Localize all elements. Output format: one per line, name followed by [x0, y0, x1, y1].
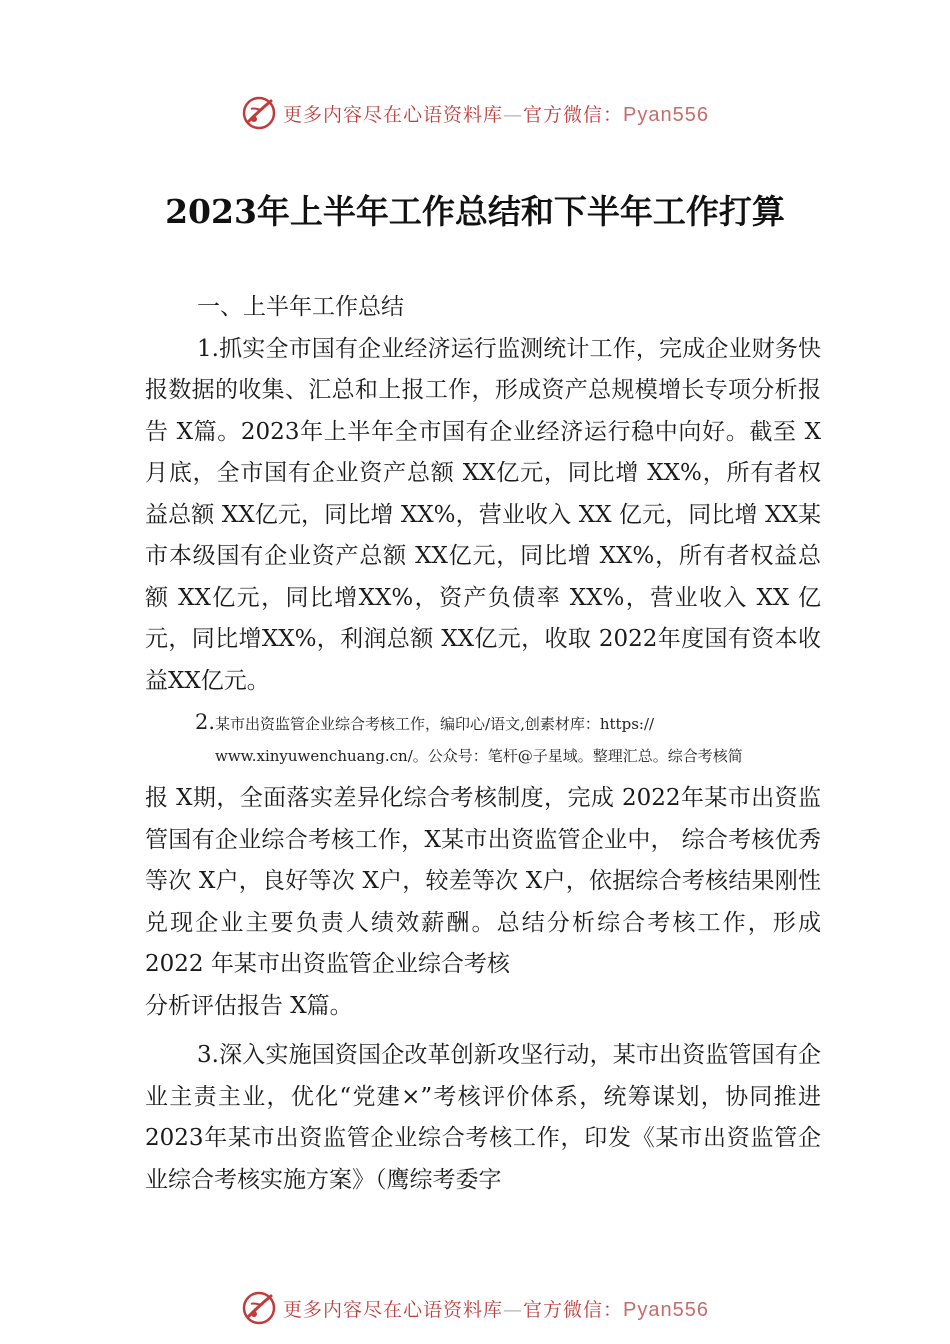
brush-logo-icon [241, 1290, 277, 1326]
paragraph-2-note-line-1: 某市出资监管企业综合考核工作，编印心/语文,创素材库：https:// [215, 715, 655, 733]
footer-banner [0, 1288, 950, 1328]
banner-text: 更多内容尽在心语资料库—官方微信：Pyan556 [283, 1298, 709, 1321]
brush-logo-icon [241, 95, 277, 131]
document-title: 2023年上半年工作总结和下半年工作打算 [165, 192, 785, 231]
header-banner [0, 93, 950, 133]
paragraph-2-number: 2. [195, 710, 216, 734]
paragraph-2-body: 报 X期，全面落实差异化综合考核制度，完成 2022年某市出资监管国有企业综合考核工作，X某市出资监管企业中， 综合考核优秀等次 X户，良好等次 X户，较差等次 X户，依据综合考核结果刚性兑现企业主要负责人绩效薪酬。总结分析综合考核工作，形成 2022 年某市出资监管企业综合考核 [145, 785, 821, 977]
paragraph-2-note [145, 706, 821, 772]
paragraph-1: 1.抓实全市国有企业经济运行监测统计工作，完成企业财务快报数据的收集、汇总和上报工作，形成资产总规模增长专项分析报告 X篇。2023年上半年全市国有企业经济运行稳中向好。截至 X月底，全市国有企业资产总额 XX亿元，同比增 XX%，所有者权益总额 XX亿元，同比增 XX%，营业收入 XX 亿元，同比增 XX某市本级国有企业资产总额 XX亿元，同比增 XX%，所有者权益总额 XX亿元，同比增XX%，资产负债率 XX%，营业收入 XX 亿元，同比增XX%，利润总额 XX亿元，收取 2022年度国有资本收益XX亿元。 [145, 335, 821, 694]
banner-text: 更多内容尽在心语资料库—官方微信：Pyan556 [283, 103, 709, 126]
section-heading: 一、上半年工作总结 [197, 294, 404, 320]
paragraph-2-note-line-2: www.xinyuwenchuang.cn/。公众号：笔杆@子星域。整理汇总。综合考核简 [215, 747, 743, 765]
document-body [145, 287, 821, 1201]
paragraph-3: 3.深入实施国资国企改革创新攻坚行动，某市出资监管国有企业主责主业，优化“党建×”考核评价体系，统筹谋划，协同推进 2023年某市出资监管企业综合考核工作，印发《某市出资监管企业综合考核实施方案》（鹰综考委字 [145, 1042, 821, 1193]
paragraph-2-tail: 分析评估报告 X篇。 [145, 992, 353, 1019]
